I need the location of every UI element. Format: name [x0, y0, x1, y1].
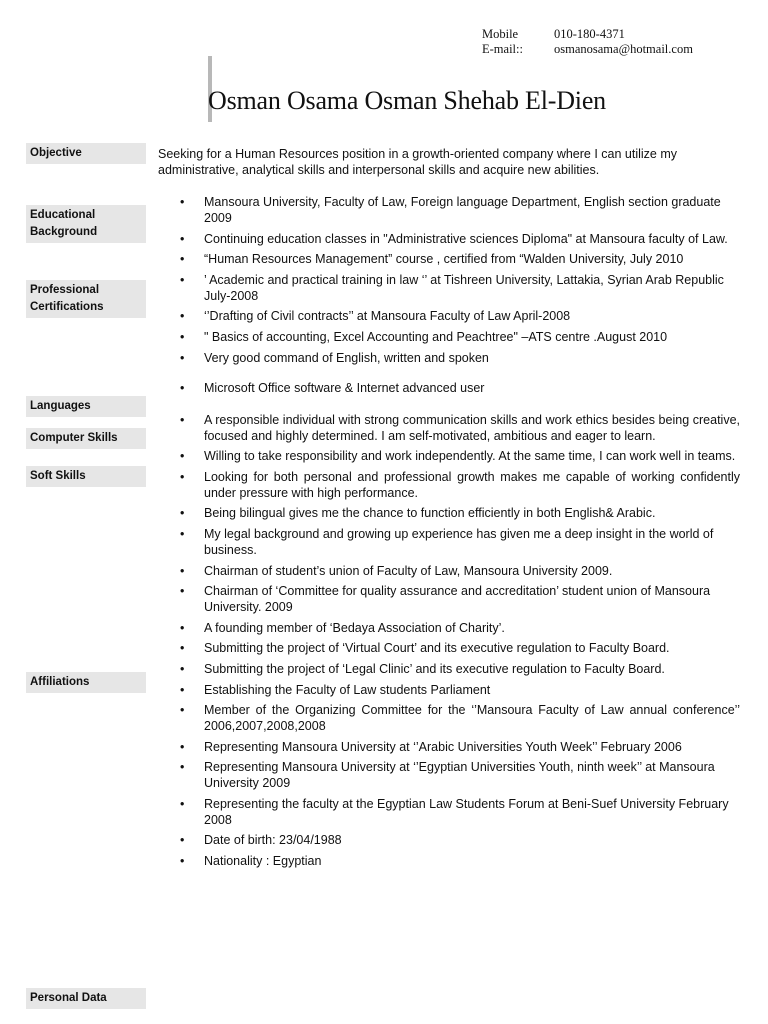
- mobile-value: 010-180-4371: [554, 27, 625, 41]
- list-item: • Being bilingual gives me the chance to function efficiently in both English& Arabic.: [180, 505, 740, 521]
- mobile-row: [482, 27, 693, 42]
- section-objective: Objective: [26, 143, 146, 164]
- list-item: • " Basics of accounting, Excel Accounting and Peachtree" –ATS centre .August 2010: [180, 329, 740, 345]
- list-item: • My legal background and growing up experience has given me a deep insight in the world of business.: [180, 526, 740, 558]
- section-personal-data: Personal Data: [26, 988, 146, 1009]
- list-item: • Chairman of student’s union of Faculty of Law, Mansoura University 2009.: [180, 563, 740, 579]
- email-row: [482, 42, 693, 57]
- list-item: • Representing Mansoura University at ‘’Arabic Universities Youth Week’’ February 2006: [180, 739, 740, 755]
- list-item: • Representing Mansoura University at ‘’Egyptian Universities Youth, ninth week’’ at Mansoura University 2009: [180, 759, 740, 791]
- list-item: • Willing to take responsibility and work independently. At the same time, I can work well in teams.: [180, 448, 740, 464]
- list-item: • ’ Academic and practical training in law ‘’ at Tishreen University, Lattakia, Syrian Arab Republic July-2008: [180, 272, 740, 304]
- list-item: • “Human Resources Management” course , certified from “Walden University, July 2010: [180, 251, 740, 267]
- section-certifications-line1: Professional: [30, 284, 100, 296]
- list-item: • Date of birth: 23/04/1988: [180, 832, 740, 848]
- email-label: E-mail::: [482, 42, 523, 56]
- list-item: • ‘’Drafting of Civil contracts’’ at Mansoura Faculty of Law April-2008: [180, 308, 740, 324]
- list-item: • Continuing education classes in "Administrative sciences Diploma" at Mansoura faculty of Law.: [180, 231, 740, 247]
- section-certifications-line2: Certifications: [30, 301, 104, 313]
- email-value: osmanosama@hotmail.com: [554, 42, 693, 56]
- section-education-line1: Educational: [30, 209, 96, 221]
- resume-bullet-list: [180, 194, 740, 874]
- list-item: • Chairman of ‘Committee for quality assurance and accreditation’ student union of Mansoura University. 2009: [180, 583, 740, 615]
- list-item: • Nationality : Egyptian: [180, 853, 740, 869]
- mobile-label: Mobile: [482, 27, 519, 41]
- list-item: • Establishing the Faculty of Law students Parliament: [180, 682, 740, 698]
- list-item: • Submitting the project of ‘Legal Clinic’ and its executive regulation to Faculty Board.: [180, 661, 740, 677]
- list-item: • Very good command of English, written and spoken: [180, 350, 740, 366]
- section-certifications: [26, 280, 146, 318]
- list-item: • A responsible individual with strong communication skills and work ethics besides being creative, focused and highly determined. I am self-motivated, ambitious and eager to learn.: [180, 412, 740, 444]
- section-education-line2: Background: [30, 226, 98, 238]
- contact-block: [482, 27, 693, 57]
- section-computer-skills: Computer Skills: [26, 428, 146, 449]
- section-languages: Languages: [26, 396, 146, 417]
- list-item: • Microsoft Office software & Internet advanced user: [180, 380, 740, 396]
- list-item: • Representing the faculty at the Egyptian Law Students Forum at Beni-Suef University February 2008: [180, 796, 740, 828]
- list-item: • Looking for both personal and professional growth makes me capable of working confidently under pressure with high performance.: [180, 469, 740, 501]
- candidate-name: Osman Osama Osman Shehab El-Dien: [208, 86, 606, 115]
- section-soft-skills: Soft Skills: [26, 466, 146, 487]
- section-education: [26, 205, 146, 243]
- list-item: • Submitting the project of ‘Virtual Court’ and its executive regulation to Faculty Board.: [180, 640, 740, 656]
- section-affiliations: Affiliations: [26, 672, 146, 693]
- list-item: • Mansoura University, Faculty of Law, Foreign language Department, English section graduate 2009: [180, 194, 740, 226]
- list-item: • Member of the Organizing Committee for the ‘’Mansoura Faculty of Law annual conference’’ 2006,2007,2008,2008: [180, 702, 740, 734]
- list-item: • A founding member of ‘Bedaya Association of Charity’.: [180, 620, 740, 636]
- objective-text: Seeking for a Human Resources position in a growth-oriented company where I can utilize my administrative, analytical skills and interpersonal skills and acquire new abilities.: [158, 147, 678, 177]
